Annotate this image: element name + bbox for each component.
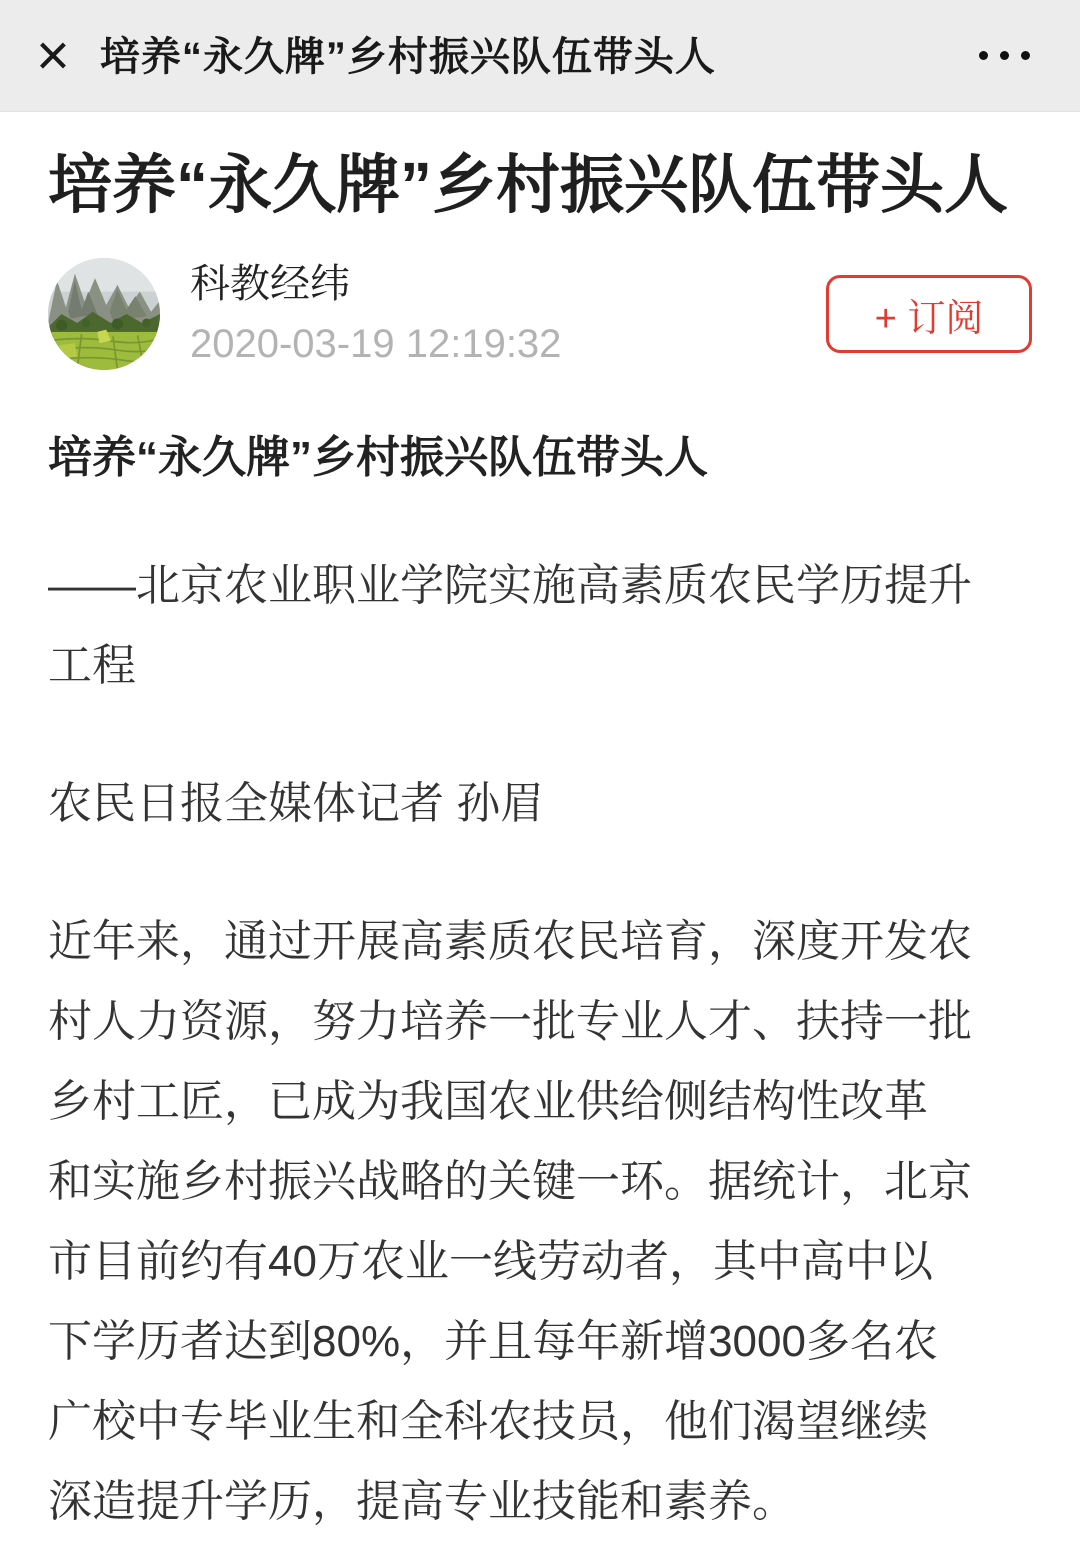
author-row	[48, 258, 1032, 370]
text-line: 和实施乡村振兴战略的关键一环。据统计，北京	[48, 1157, 972, 1206]
more-menu-icon[interactable]	[979, 51, 1044, 60]
author-meta	[190, 260, 561, 368]
text-line: 近年来，通过开展高素质农民培育，深度开发农	[48, 917, 972, 966]
paragraph-dash	[48, 546, 1032, 706]
text-line: 乡村工匠，已成为我国农业供给侧结构性改革	[48, 1077, 928, 1126]
text-line: 下学历者达到80%，并且每年新增3000多名农	[48, 1317, 938, 1366]
article-body	[48, 428, 1032, 1542]
text-line: 深造提升学历，提高专业技能和素养。	[48, 1477, 796, 1526]
publish-timestamp: 2020-03-19 12:19:32	[190, 322, 562, 366]
paragraph-body	[48, 902, 1032, 1542]
article-page	[0, 138, 1080, 1542]
dot	[1021, 51, 1030, 60]
text-line: 工程	[48, 641, 136, 690]
close-icon[interactable]: ×	[36, 22, 70, 88]
dot	[1000, 51, 1009, 60]
nav-title: 培养“永久牌”乡村振兴队伍带头人	[99, 35, 716, 79]
text-line: ——北京农业职业学院实施高素质农民学历提升	[48, 561, 972, 610]
text-line: 市目前约有40万农业一线劳动者，其中高中以	[48, 1237, 933, 1286]
author-name[interactable]: 科教经纬	[190, 262, 350, 306]
dot	[979, 51, 988, 60]
article-subheading: 培养“永久牌”乡村振兴队伍带头人	[48, 433, 708, 482]
author-avatar[interactable]	[48, 258, 160, 370]
text-line: 广校中专毕业生和全科农技员，他们渴望继续	[48, 1397, 928, 1446]
text-line: 村人力资源，努力培养一批专业人才、扶持一批	[48, 997, 972, 1046]
subscribe-button[interactable]: + 订阅	[826, 275, 1032, 353]
article-headline: 培养“永久牌”乡村振兴队伍带头人	[48, 149, 1008, 221]
nav-bar	[0, 0, 1080, 112]
mountain-terraces-photo	[48, 258, 160, 370]
paragraph-reporter: 农民日报全媒体记者 孙眉	[48, 779, 545, 828]
